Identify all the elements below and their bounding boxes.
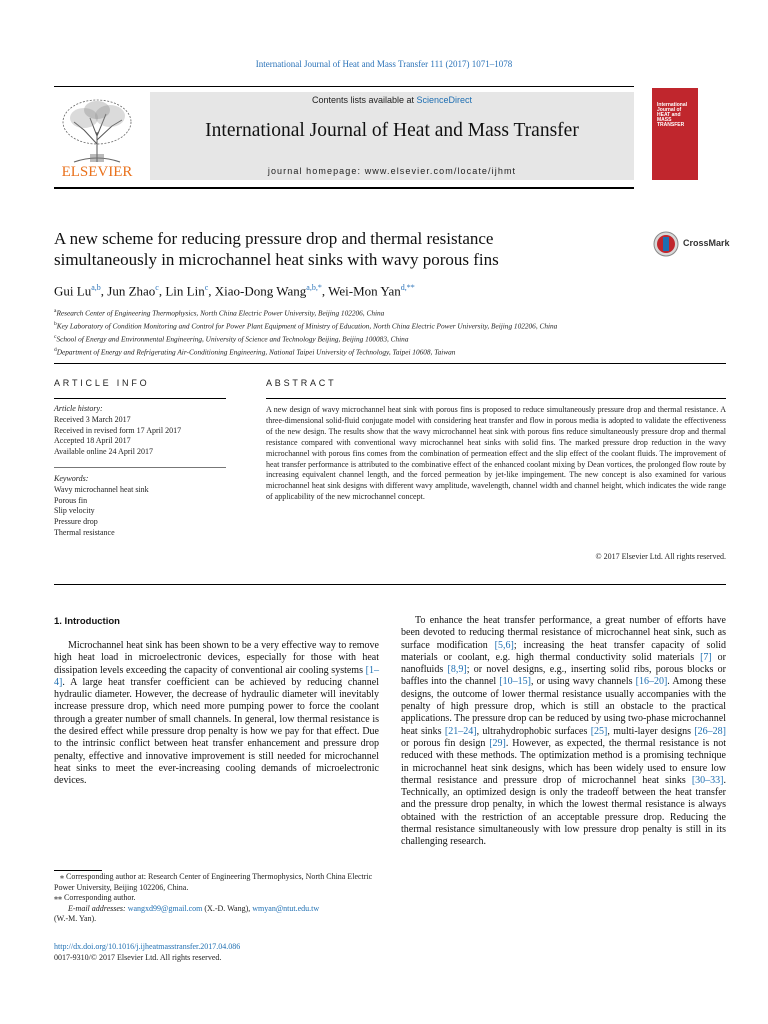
- affiliations: [54, 306, 557, 358]
- keyword-item: Thermal resistance: [54, 527, 115, 537]
- email-owner: (W.-M. Yan).: [54, 914, 97, 924]
- doi-link[interactable]: http://dx.doi.org/10.1016/j.ijheatmasstransfer.2017.04.086: [54, 942, 241, 951]
- body-right-column: [401, 615, 726, 849]
- citation-ref-link[interactable]: [8,9]: [447, 664, 467, 676]
- keywords-rule: [54, 467, 226, 468]
- author-separator: ,: [321, 283, 329, 299]
- crossmark-label[interactable]: CrossMark: [683, 238, 730, 248]
- paragraph-text: To enhance the heat transfer performance, a great number of efforts have been devoted to reducing thermal resistance of microchannel heat sink, such as surface modification: [401, 615, 726, 651]
- history-item: Accepted 18 April 2017: [54, 436, 131, 446]
- doi-block: [54, 942, 240, 963]
- citation-ref-link[interactable]: [25]: [590, 725, 608, 737]
- citation-ref-link[interactable]: [26–28]: [694, 725, 726, 737]
- article-info-heading: ARTICLE INFO: [54, 378, 150, 388]
- author-name[interactable]: Xiao-Dong Wang: [214, 283, 307, 299]
- journal-title: International Journal of Heat and Mass Transfer: [205, 120, 579, 141]
- intro-paragraph-1: [54, 640, 379, 788]
- history-item: Received in revised form 17 April 2017: [54, 425, 182, 435]
- section-rule: [54, 363, 726, 364]
- abstract-copyright: © 2017 Elsevier Ltd. All rights reserved.: [595, 552, 726, 561]
- email-link-yan[interactable]: wmyan@ntut.edu.tw: [252, 903, 320, 913]
- author-name[interactable]: Wei-Mon Yan: [328, 283, 401, 299]
- paragraph-text: , multi-layer designs: [607, 725, 695, 737]
- author-affiliation-mark[interactable]: a,b: [91, 283, 101, 292]
- paragraph-text: . Technically, an optimized design is only the tradeoff between the heat transfer and the pressure drop penalty, in which the lowest thermal resistance is always obtained with the restriction of an acceptable pressure drop. Reducing the thermal resistance simultaneously with low pressure drop penalty is still in its challenging research.: [401, 774, 726, 848]
- paragraph-text: . A large heat transfer coefficient can be achieved by reducing channel hydraulic diameter. However, the decrease of hydraulic diameter will inevitably increase pressure drop, which need more pumping power to force the coolant through a greater number of small channels. In general, low thermal resistance is the desired effect while pressure drop penalty is how we pay for that effect. Due to the intrinsic conflict between heat transfer enhancement and pressure drop penalty, effective and innovative improvement is still needed for microchannel heat sinks to meet the ever-increasing cooling demands of microelectronic devices.: [54, 676, 379, 787]
- email-line: E-mail addresses: wangxd99@gmail.com (X.-D. Wang), wmyan@ntut.edu.tw: [68, 903, 320, 913]
- keyword-item: Wavy microchannel heat sink: [54, 484, 149, 494]
- author-name[interactable]: Gui Lu: [54, 283, 92, 299]
- keywords: [54, 474, 149, 539]
- citation-ref-link[interactable]: [16–20]: [635, 676, 668, 688]
- history-label: Article history:: [54, 404, 103, 413]
- citation-ref-link[interactable]: [5,6]: [494, 639, 514, 651]
- affiliation-line: $^b$Key Laboratory of Condition Monitoring and Control for Power Plant Equipment of Ministry of Education, North China Electric Power University, Beijing 102206, China: [54, 320, 558, 331]
- paragraph-text: , or using wavy channels: [530, 676, 636, 688]
- article-info-rule: [54, 398, 226, 399]
- paragraph-text: or nanofluids: [401, 651, 726, 676]
- author-list: [54, 283, 415, 299]
- footnote-rule: [54, 870, 102, 871]
- journal-cover-image: [652, 88, 698, 180]
- journal-citation-link[interactable]: International Journal of Heat and Mass Transfer 111 (2017) 1071–1078: [255, 59, 513, 69]
- section-heading-introduction: 1. Introduction: [54, 616, 120, 627]
- citation-ref-link[interactable]: [21–24]: [444, 725, 477, 737]
- paragraph-text: ; increasing the heat transfer capacity of solid materials or coolant, e.g. high thermal conductivity solid materials: [401, 639, 727, 663]
- citation-ref-link[interactable]: [1–4]: [54, 664, 379, 688]
- keyword-item: Slip velocity: [54, 506, 95, 516]
- paragraph-text: ; or novel designs, e.g., inserting solid ribs, porous blocks or baffles into the channel: [401, 664, 726, 688]
- keyword-item: Porous fin: [54, 495, 88, 505]
- footnotes: [54, 872, 384, 925]
- author-name[interactable]: Lin Lin: [165, 283, 205, 299]
- author-affiliation-mark[interactable]: c: [155, 283, 159, 292]
- elsevier-wordmark: ELSEVIER: [61, 164, 133, 180]
- corresponding-author-note-2: ⁎⁎ Corresponding author.: [54, 893, 136, 903]
- keywords-label: Keywords:: [54, 474, 89, 483]
- paragraph-text: Microchannel heat sink has been shown to be a very effective way to remove high heat load in microelectronic devices, especially for those with heat dissipation levels exceeding the capacity of conventional air cooling systems: [54, 640, 379, 676]
- paragraph-text: . However, as expected, the thermal resistance is not reduced with these methods. The optimization method is a promising technique in microchannel heat sink designs, which has been widely used to ensure low thermal resistance and pressure drop of microchannel heat sinks: [401, 737, 726, 786]
- email-link-wang[interactable]: wangxd99@gmail.com: [127, 903, 203, 913]
- history-item: Received 3 March 2017: [54, 414, 131, 424]
- history-item: Available online 24 April 2017: [54, 447, 153, 457]
- citation-ref-link[interactable]: [10–15]: [499, 676, 531, 688]
- corresponding-author-note: ⁎ Corresponding author at: Research Center of Engineering Thermophysics, North China Electric Power University, Beijing 102206, China.: [54, 872, 373, 892]
- sciencedirect-link[interactable]: ScienceDirect: [416, 95, 473, 105]
- abstract-rule: [266, 398, 726, 399]
- affiliation-line: $^d$Department of Energy and Refrigerating Air-Conditioning Engineering, National Taipei University of Technology, Taipei 10608, Taiwan: [54, 346, 456, 357]
- elsevier-tree-logo: [54, 92, 140, 180]
- author-affiliation-mark[interactable]: d,**: [400, 283, 415, 292]
- issn-line: 0017-9310/© 2017 Elsevier Ltd. All rights reserved.: [54, 952, 222, 962]
- author-name[interactable]: Jun Zhao: [107, 283, 156, 299]
- author-separator: ,: [100, 283, 108, 299]
- author-separator: ,: [208, 283, 215, 299]
- cover-title: International Journal of HEAT and MASS TRANSFER: [657, 102, 688, 128]
- author-affiliation-mark[interactable]: c: [204, 283, 209, 292]
- affiliation-line: $^a$Research Center of Engineering Thermophysics, North China Electric Power University, Beijing 102206, China: [54, 308, 385, 318]
- paragraph-text: , ultrahydrophobic surfaces: [476, 725, 591, 737]
- affiliation-line: $^c$School of Energy and Environmental Engineering, University of Science and Technology Beijing, Beijing 100083, China: [54, 333, 409, 344]
- citation-ref-link[interactable]: [29]: [489, 737, 506, 749]
- paragraph-text: or porous fin design: [401, 737, 490, 749]
- paper-title: A new scheme for reducing pressure drop and thermal resistance simultaneously in microchannel heat sinks with wavy porous fins: [54, 229, 499, 269]
- body-left-column: [54, 616, 379, 788]
- abstract-heading: ABSTRACT: [266, 378, 337, 388]
- masthead-bottom-rule: [54, 187, 634, 189]
- keyword-item: Pressure drop: [54, 517, 98, 527]
- abstract-bottom-rule: [54, 584, 726, 585]
- journal-homepage[interactable]: journal homepage: www.elsevier.com/locate/ijhmt: [267, 166, 517, 176]
- author-affiliation-mark[interactable]: a,b,*: [306, 283, 322, 292]
- citation-ref-link[interactable]: [7]: [700, 651, 712, 663]
- citation-ref-link[interactable]: [30–33]: [691, 774, 724, 786]
- paragraph-text: . Among these designs, the outcome of lower thermal resistance usually accompanies with the penalty of high pressure drop, which is still an obstacle to the practical applications. The pressure drop can be reduced by using two-phase microchannel heat sinks: [401, 676, 726, 737]
- article-history: [54, 404, 181, 458]
- contents-line: Contents lists available at ScienceDirect: [311, 95, 473, 105]
- abstract-text: A new design of wavy microchannel heat sink with porous fins is proposed to reduce simultaneously pressure drop and thermal resistance. A three-dimensional solid-fluid conjugate model with considering heat transfer and flow in porous media is adopted to validate the effectiveness of the new design. The results show that the wavy microchannel heat sink with porous fins reduce simultaneously pressure drop and thermal resistance compared with conventional wavy microchannel heat sinks with solid fins. The marked pressure drop reduction in the wavy microchannel with porous fins comes from the combination of permeation effect and the slip effect of the coolant fluids. The improvement of heat transfer performance is attributed to the combinative effect of the enhanced coolant mixing by Dean vortices, the prolonged flow route by increasing equivalent channel length, and the forced permeation by jet-like impingement. The new concept is also examined for various microchannel heat sink designs with different wavy amplitude, wavelength, channel width and channel height, which indicates the wide range of applicability of the new microchannel concept.: [266, 405, 726, 502]
- intro-paragraph-2: [401, 615, 726, 849]
- author-separator: ,: [158, 283, 166, 299]
- masthead-top-rule: [54, 86, 634, 87]
